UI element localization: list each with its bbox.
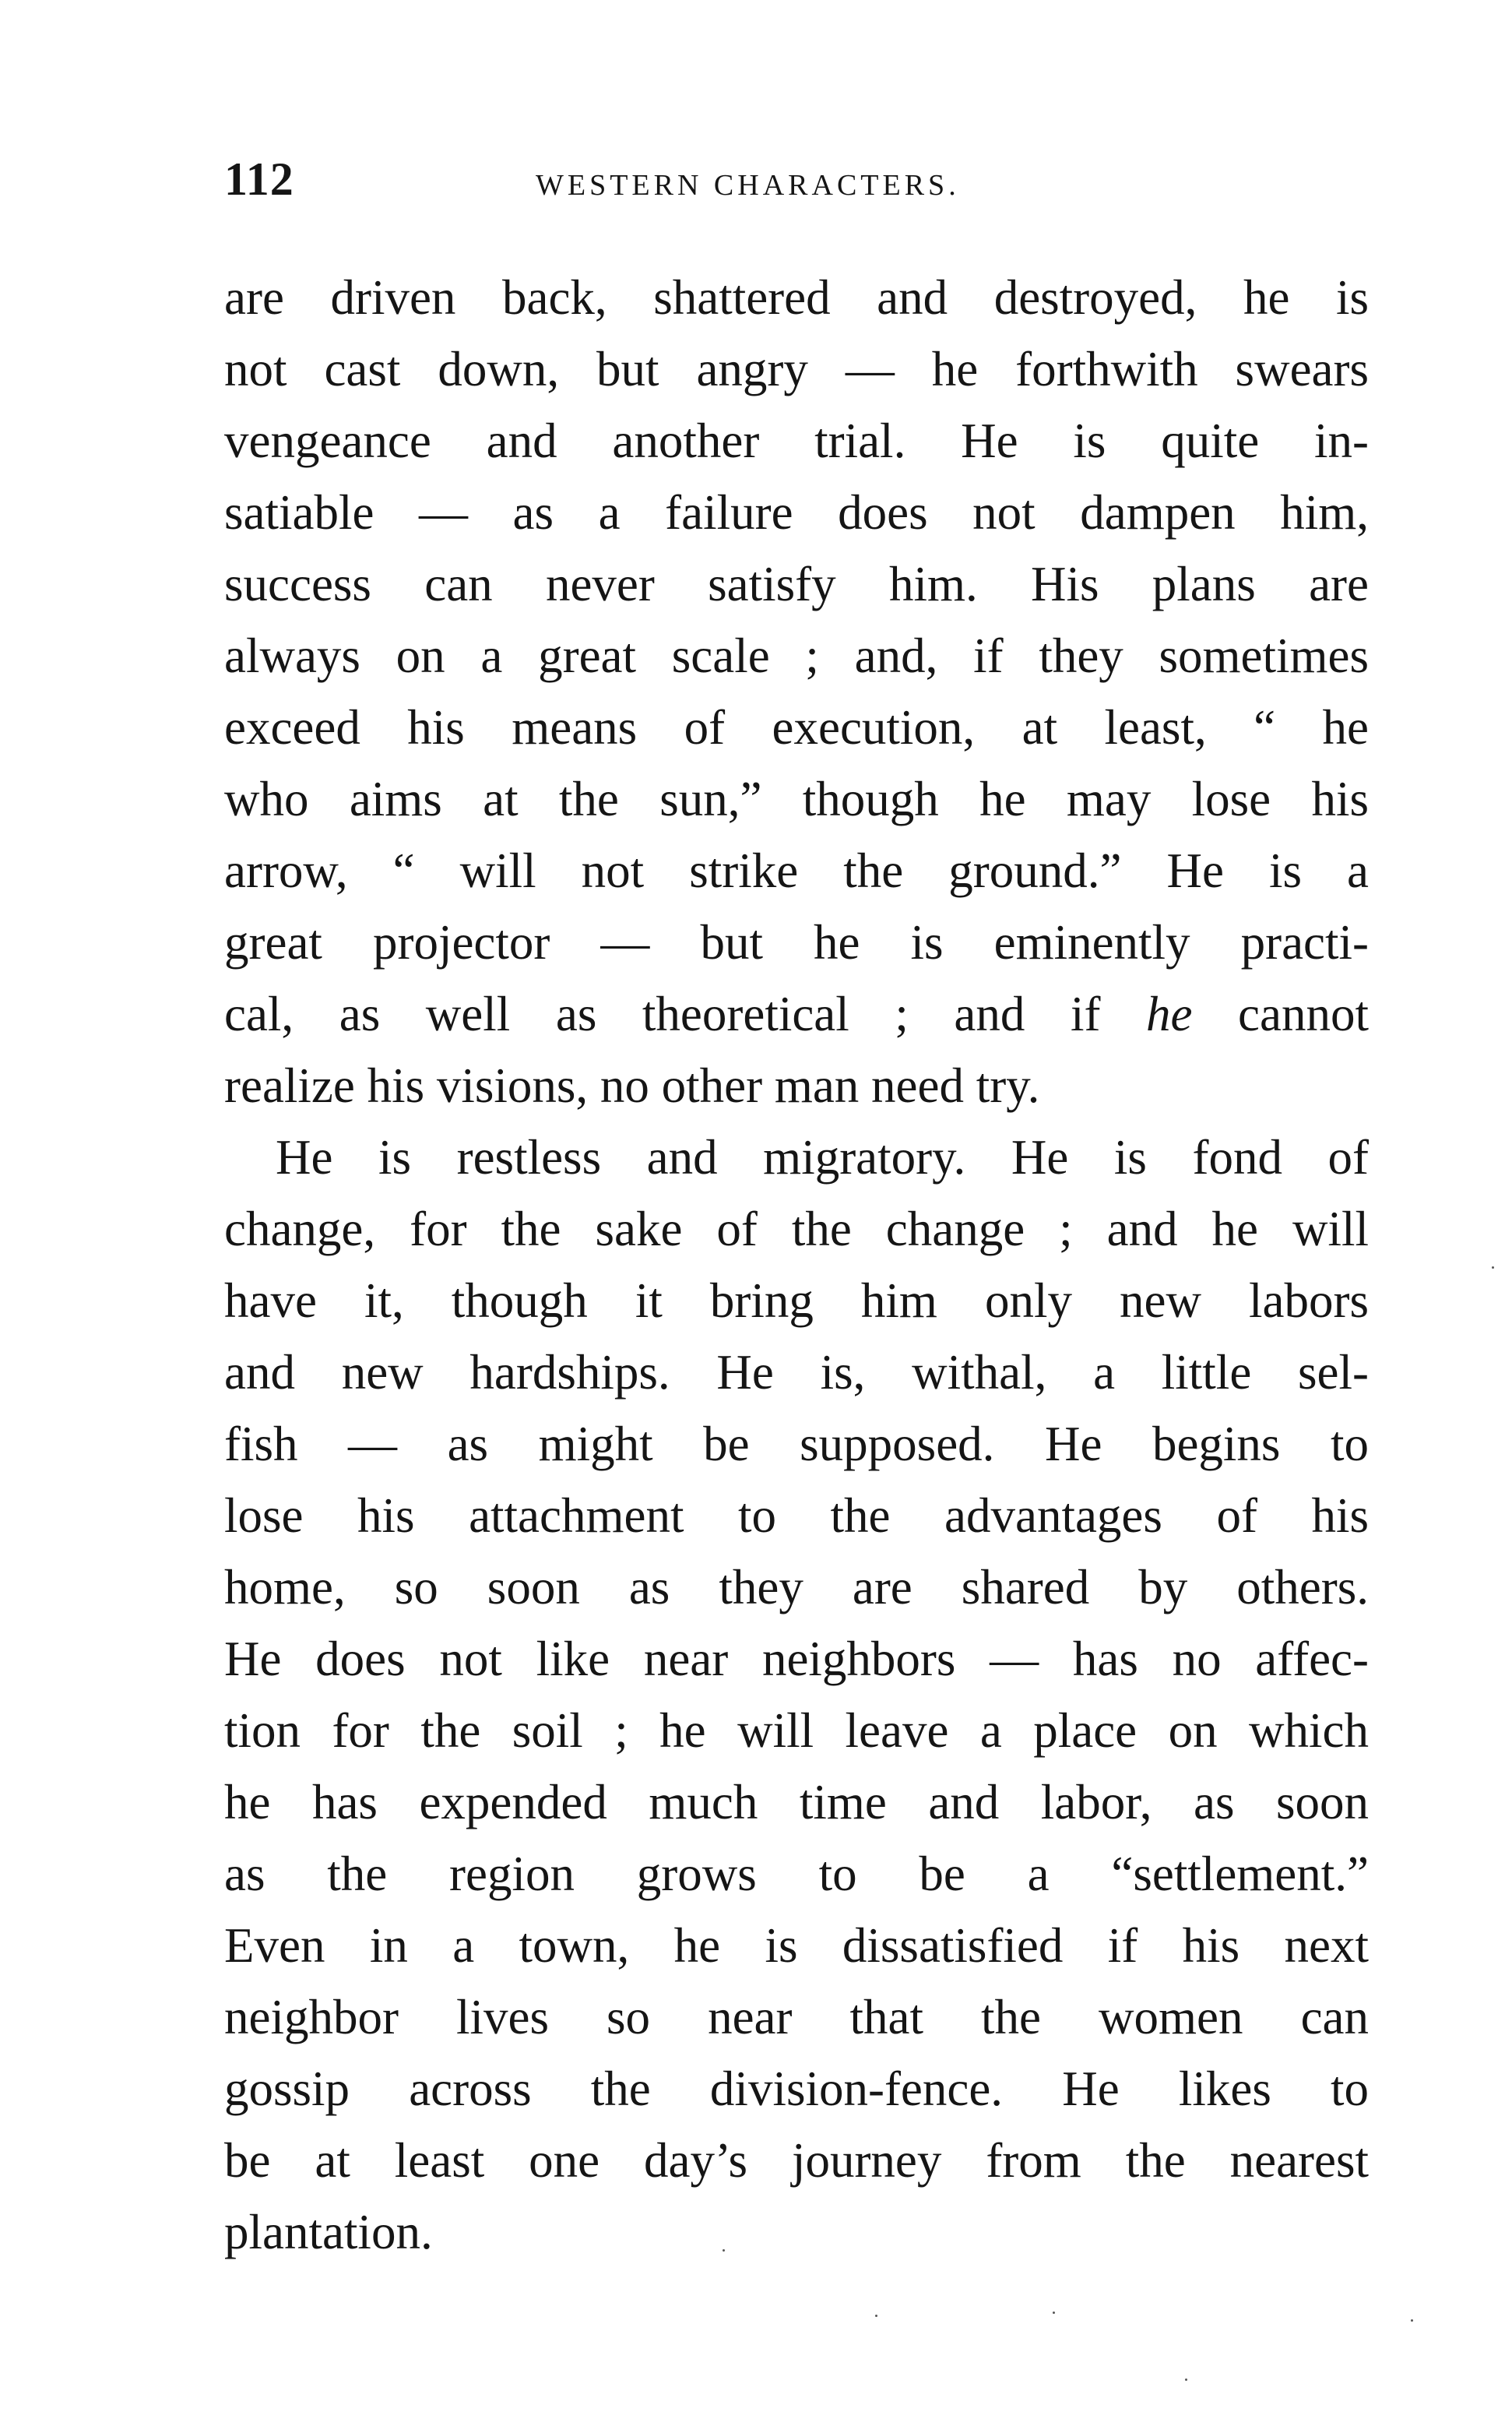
text-line: tion for the soil ; he will leave a place on which [224,1703,1369,1758]
print-speck [1492,1266,1494,1269]
text-line: Even in a town, he is dissatisfied if his next [224,1918,1369,1973]
running-head [224,153,1369,215]
text-line: change, for the sake of the change ; and he will [224,1202,1369,1256]
text-line: realize his visions, no other man need try. [224,1058,1040,1113]
print-speck [1053,2312,1055,2314]
line-text-before: cal, as well as theoretical ; and if [224,987,1147,1041]
text-line: great projector — but he is eminently practi- [224,915,1369,970]
text-line: He does not like near neighbors — has no affec- [224,1632,1369,1686]
line-text-after: cannot [1192,987,1369,1041]
text-line: vengeance and another trial. He is quite in- [224,414,1369,468]
paragraph [224,1121,1369,2268]
text-line: always on a great scale ; and, if they sometimes [224,629,1369,683]
emphasized-word: he [1146,987,1193,1041]
print-speck [1185,2379,1187,2381]
page-number: 112 [224,153,294,205]
paragraph [224,262,1369,1121]
body-text [224,262,1369,2268]
text-line: neighbor lives so near that the women can [224,1990,1369,2044]
print-speck [1411,2319,1413,2322]
text-line: plantation. [224,2205,433,2259]
text-line: be at least one day’s journey from the nearest [224,2133,1369,2188]
text-line: satiable — as a failure does not dampen him, [224,485,1369,540]
text-line: who aims at the sun,” though he may lose his [224,772,1369,826]
text-line: He is restless and migratory. He is fond of [276,1130,1369,1185]
text-line: gossip across the division-fence. He likes to [224,2062,1369,2116]
text-line: fish — as might be supposed. He begins to [224,1417,1369,1471]
text-line: arrow, “ will not strike the ground.” He is a [224,843,1369,898]
text-line: exceed his means of execution, at least, “ he [224,700,1369,755]
print-speck [875,2315,877,2317]
running-title: WESTERN CHARACTERS. [536,169,960,202]
print-speck [723,2249,725,2252]
text-line: have it, though it bring him only new labors [224,1273,1369,1328]
text-line: home, so soon as they are shared by others. [224,1560,1369,1614]
text-line: success can never satisfy him. His plans are [224,557,1369,611]
text-line: lose his attachment to the advantages of his [224,1488,1369,1543]
text-line [224,978,1369,1050]
text-line: as the region grows to be a “settlement.” [224,1847,1369,1901]
text-line: he has expended much time and labor, as soon [224,1775,1369,1829]
text-line: and new hardships. He is, withal, a little sel- [224,1345,1369,1400]
text-line: are driven back, shattered and destroyed, he is [224,270,1369,325]
text-line: not cast down, but angry — he forthwith swears [224,342,1369,396]
